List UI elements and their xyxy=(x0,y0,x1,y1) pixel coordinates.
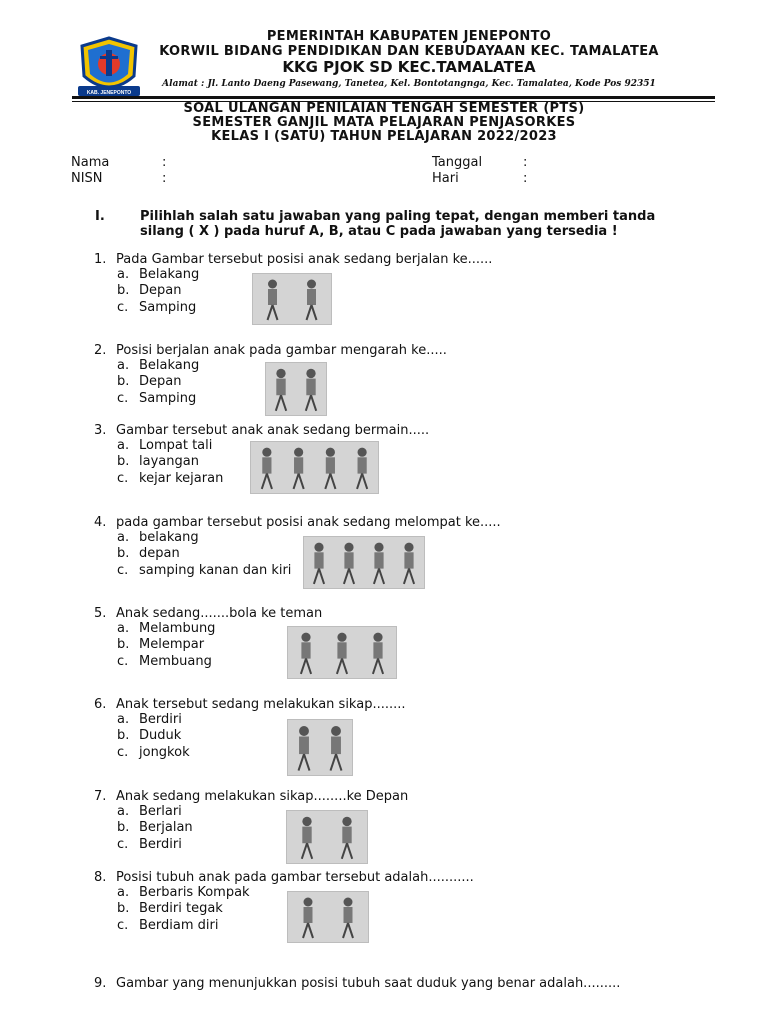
option-letter[interactable]: a. xyxy=(117,712,130,727)
option-text[interactable]: jongkok xyxy=(139,744,190,760)
children-throwing-ball-illustration xyxy=(287,626,397,679)
option-letter[interactable]: b. xyxy=(117,374,130,390)
children-walking-forward-illustration xyxy=(286,810,368,864)
instruction-line-2: silang ( X ) pada huruf A, B, atau C pada jawaban yang tersedia ! xyxy=(140,224,618,239)
children-under-trees-illustration xyxy=(250,441,379,494)
option-text[interactable]: layangan xyxy=(139,454,199,470)
question-text: Pada Gambar tersebut posisi anak sedang berjalan ke...... xyxy=(116,252,493,267)
question-text: pada gambar tersebut posisi anak sedang melompat ke..... xyxy=(116,515,501,530)
instruction-line-1: Pilihlah salah satu jawaban yang paling tepat, dengan memberi tanda xyxy=(140,209,656,224)
nisn-colon: : xyxy=(162,171,167,186)
option-letter[interactable]: b. xyxy=(117,454,130,470)
question-text: Anak sedang melakukan sikap........ke Depan xyxy=(116,789,409,804)
question-number: 1. xyxy=(94,252,107,267)
question-number: 7. xyxy=(94,789,107,804)
question-number: 3. xyxy=(94,423,107,438)
option-letter[interactable]: b. xyxy=(117,637,130,653)
option-text[interactable]: Berdiam diri xyxy=(139,917,219,933)
option-text[interactable]: Berlari xyxy=(139,804,182,819)
option-text[interactable]: Belakang xyxy=(139,267,200,282)
header-address: Alamat : Jl. Lanto Daeng Pasewang, Tanetea, Kel. Bontotangnga, Kec. Tamalatea, Kode Pos 92351 xyxy=(162,79,656,89)
option-text[interactable]: Duduk xyxy=(139,728,182,744)
option-letter[interactable]: a. xyxy=(117,530,130,545)
option-text[interactable]: Berdiri xyxy=(139,712,182,727)
question-text: Posisi tubuh anak pada gambar tersebut adalah........... xyxy=(116,870,474,885)
option-text[interactable]: Melempar xyxy=(139,637,205,653)
option-text[interactable]: Berdiri tegak xyxy=(139,901,223,917)
option-letter[interactable]: c. xyxy=(117,836,129,852)
children-jumping-illustration xyxy=(303,536,425,589)
question-text: Anak sedang.......bola ke teman xyxy=(116,606,323,621)
option-letter[interactable]: b. xyxy=(117,901,130,917)
option-letter[interactable]: a. xyxy=(117,438,130,453)
children-walking-illustration xyxy=(252,273,332,325)
option-letter[interactable]: c. xyxy=(117,562,129,578)
option-letter[interactable]: c. xyxy=(117,299,129,315)
option-letter[interactable]: c. xyxy=(117,917,129,933)
option-letter[interactable]: b. xyxy=(117,546,130,562)
option-text[interactable]: Depan xyxy=(139,374,182,390)
header-line-1: PEMERINTAH KABUPATEN JENEPONTO xyxy=(266,29,552,44)
child-walking-sideways-illustration xyxy=(265,362,327,416)
option-text[interactable]: Melambung xyxy=(139,621,216,636)
question-number: 6. xyxy=(94,697,107,712)
option-text[interactable]: Berdiri xyxy=(139,836,182,852)
option-letter[interactable]: a. xyxy=(117,358,130,373)
option-letter[interactable]: a. xyxy=(117,267,130,282)
option-letter[interactable]: a. xyxy=(117,885,130,900)
date-colon: : xyxy=(523,155,528,170)
option-text[interactable]: Berjalan xyxy=(139,820,193,836)
option-letter[interactable]: b. xyxy=(117,283,130,299)
option-text[interactable]: Berbaris Kompak xyxy=(139,885,250,900)
question-text: Posisi berjalan anak pada gambar mengarah ke..... xyxy=(116,343,447,358)
question-number: 8. xyxy=(94,870,107,885)
option-text[interactable]: Lompat tali xyxy=(139,438,213,453)
option-letter[interactable]: c. xyxy=(117,390,129,406)
exam-title-1: SOAL ULANGAN PENILAIAN TENGAH SEMESTER (PTS) xyxy=(183,101,585,116)
question-text: Gambar yang menunjukkan posisi tubuh saat duduk yang benar adalah......... xyxy=(116,976,621,991)
option-text[interactable]: Samping xyxy=(139,299,197,315)
name-label: Nama xyxy=(71,155,110,170)
children-standing-illustration xyxy=(287,891,369,943)
name-colon: : xyxy=(162,155,167,170)
option-letter[interactable]: b. xyxy=(117,728,130,744)
option-text[interactable]: samping kanan dan kiri xyxy=(139,562,292,578)
option-letter[interactable]: a. xyxy=(117,621,130,636)
option-text[interactable]: belakang xyxy=(139,530,199,545)
question-number: 5. xyxy=(94,606,107,621)
option-text[interactable]: Samping xyxy=(139,390,197,406)
option-text[interactable]: Membuang xyxy=(139,653,212,669)
option-letter[interactable]: c. xyxy=(117,470,129,486)
date-label: Tanggal xyxy=(432,155,483,170)
option-letter[interactable]: a. xyxy=(117,804,130,819)
nisn-label: NISN xyxy=(71,171,103,186)
day-colon: : xyxy=(523,171,528,186)
option-text[interactable]: Depan xyxy=(139,283,182,299)
question-number: 9. xyxy=(94,976,107,991)
exam-title-2: SEMESTER GANJIL MATA PELAJARAN PENJASORKES xyxy=(192,115,576,130)
header-divider-thick xyxy=(72,96,715,99)
day-label: Hari xyxy=(432,171,459,186)
question-text: Gambar tersebut anak anak sedang bermain..... xyxy=(116,423,430,438)
child-squatting-illustration xyxy=(287,719,353,776)
question-number: 2. xyxy=(94,343,107,358)
question-number: 4. xyxy=(94,515,107,530)
header-line-2: KORWIL BIDANG PENDIDIKAN DAN KEBUDAYAAN KEC. TAMALATEA xyxy=(159,44,659,59)
question-text: Anak tersebut sedang melakukan sikap........ xyxy=(116,697,406,712)
section-number: I. xyxy=(95,209,105,224)
option-text[interactable]: kejar kejaran xyxy=(139,470,224,486)
header-line-3: KKG PJOK SD KEC.TAMALATEA xyxy=(282,58,536,76)
option-text[interactable]: depan xyxy=(139,546,180,562)
option-text[interactable]: Belakang xyxy=(139,358,200,373)
option-letter[interactable]: c. xyxy=(117,744,129,760)
option-letter[interactable]: c. xyxy=(117,653,129,669)
logo-caption: KAB. JENEPONTO xyxy=(86,90,132,96)
option-letter[interactable]: b. xyxy=(117,820,130,836)
exam-title-3: KELAS I (SATU) TAHUN PELAJARAN 2022/2023 xyxy=(211,129,557,144)
